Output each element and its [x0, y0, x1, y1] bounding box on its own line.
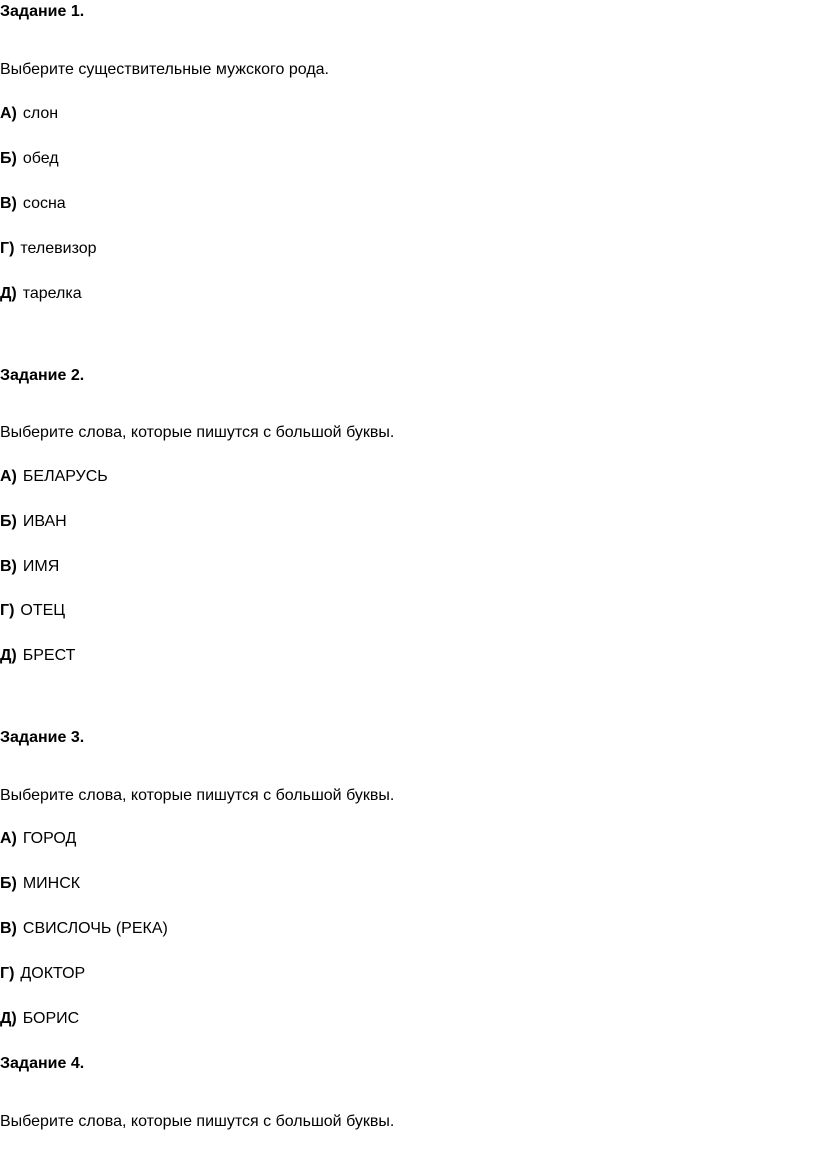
- option-text: ОТЕЦ: [20, 602, 66, 619]
- option-letter: Г): [0, 240, 15, 257]
- task-4-question: Выберите слова, которые пишутся с большой буквы.: [0, 1113, 395, 1130]
- option-text: обед: [22, 150, 59, 167]
- task-1-option-a: [0, 104, 58, 124]
- option-letter: В): [0, 558, 17, 575]
- task-2-option-d: [0, 601, 65, 621]
- task-3-option-d: [0, 964, 85, 984]
- option-letter: Д): [0, 647, 17, 664]
- option-text: СВИСЛОЧЬ (РЕКА): [22, 920, 168, 937]
- option-text: ГОРОД: [22, 830, 77, 847]
- option-text: ИМЯ: [22, 558, 60, 575]
- task-2-title: Задание 2.: [0, 367, 85, 384]
- task-2-option-b: [0, 512, 67, 532]
- task-3-option-e: [0, 1009, 79, 1029]
- task-1-option-e: [0, 284, 82, 304]
- option-letter: Б): [0, 875, 17, 892]
- option-letter: Г): [0, 602, 15, 619]
- option-letter: Д): [0, 285, 17, 302]
- option-letter: Б): [0, 513, 17, 530]
- option-text: МИНСК: [22, 875, 81, 892]
- option-text: БЕЛАРУСЬ: [22, 468, 108, 485]
- option-text: слон: [22, 105, 59, 122]
- task-1-option-b: [0, 149, 59, 169]
- task-3-option-b: [0, 874, 80, 894]
- task-3-question: Выберите слова, которые пишутся с большой буквы.: [0, 787, 395, 804]
- task-2-option-c: [0, 557, 59, 577]
- option-text: телевизор: [20, 240, 97, 257]
- task-2-option-e: [0, 646, 75, 666]
- task-1-title: Задание 1.: [0, 3, 85, 20]
- task-4-title: Задание 4.: [0, 1055, 85, 1072]
- task-1-option-c: [0, 194, 66, 214]
- option-letter: А): [0, 468, 17, 485]
- task-1-question: Выберите существительные мужского рода.: [0, 61, 329, 78]
- task-2-question: Выберите слова, которые пишутся с большой буквы.: [0, 424, 395, 441]
- task-2-option-a: [0, 467, 108, 487]
- option-text: ДОКТОР: [20, 965, 86, 982]
- option-letter: А): [0, 105, 17, 122]
- option-text: БОРИС: [22, 1010, 80, 1027]
- option-letter: Б): [0, 150, 17, 167]
- task-3-option-a: [0, 829, 76, 849]
- task-1-option-d: [0, 239, 97, 259]
- option-text: БРЕСТ: [22, 647, 76, 664]
- task-3-title: Задание 3.: [0, 729, 85, 746]
- option-letter: Г): [0, 965, 15, 982]
- option-text: тарелка: [22, 285, 82, 302]
- option-letter: А): [0, 830, 17, 847]
- option-text: сосна: [22, 195, 66, 212]
- option-letter: В): [0, 195, 17, 212]
- option-text: ИВАН: [22, 513, 67, 530]
- option-letter: Д): [0, 1010, 17, 1027]
- task-3-option-c: [0, 919, 168, 939]
- option-letter: В): [0, 920, 17, 937]
